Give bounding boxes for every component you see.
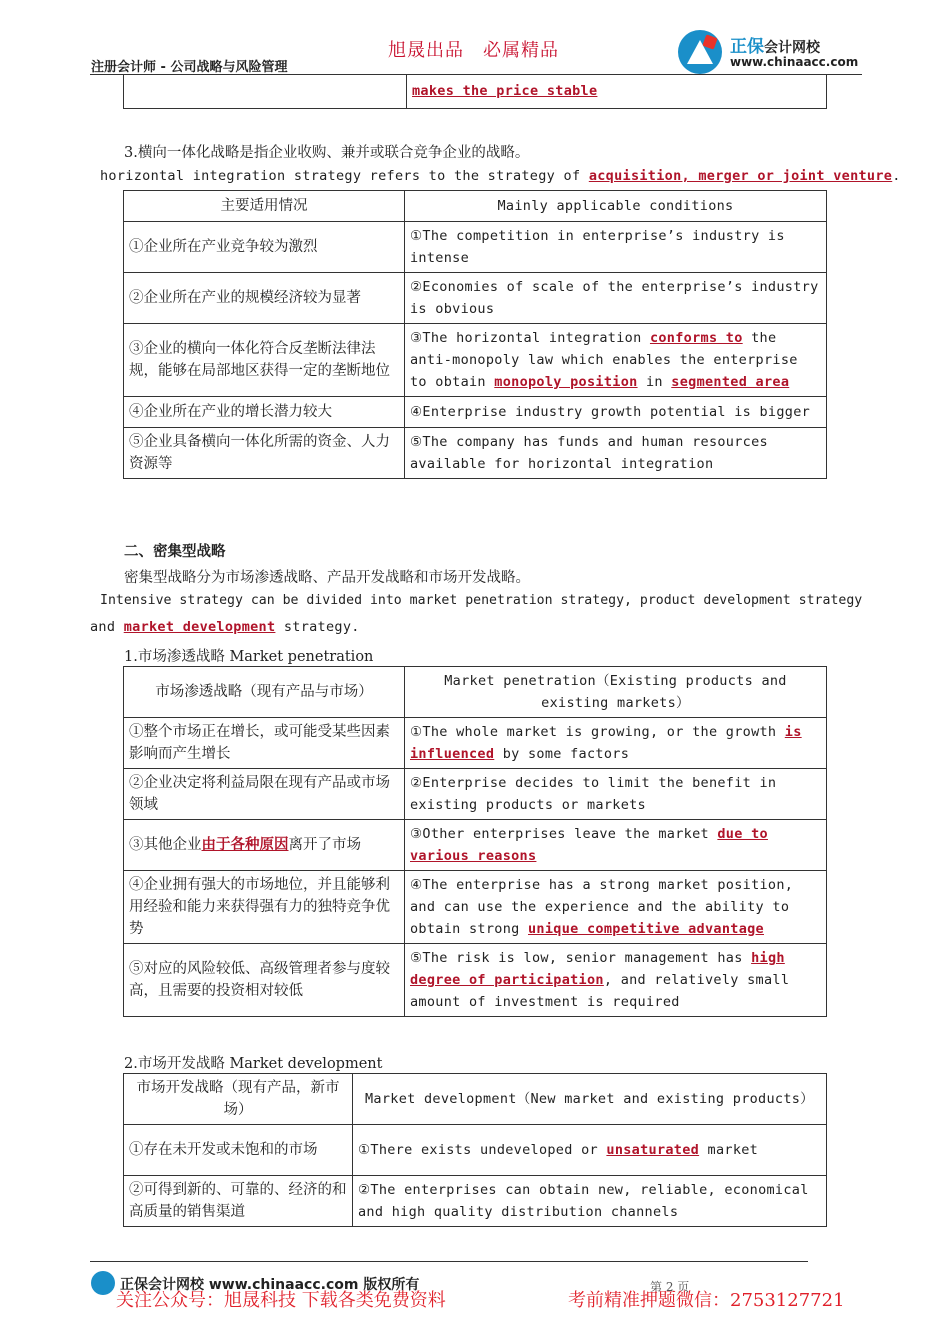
footer-promo-right: 考前精准押题微信：2753127721 [568, 1290, 845, 1311]
table-row: ③其他企业由于各种原因离开了市场 ③Other enterprises leave the market due to various reasons [124, 820, 827, 871]
intensive-intro-cn: 密集型战略分为市场渗透战略、产品开发战略和市场开发战略。 [124, 570, 530, 586]
table-row: ①企业所在产业竞争较为激烈 ①The competition in enterprise’s industry is intense [124, 222, 827, 273]
intensive-intro-en-line1: Intensive strategy can be divided into market penetration strategy, product development strategy [100, 593, 863, 608]
table-row: ④企业所在产业的增长潜力较大 ④Enterprise industry growth potential is bigger [124, 397, 827, 428]
table-header-en: Market penetration（Existing products and existing markets） [405, 667, 827, 718]
footer-divider [90, 1261, 808, 1262]
table-header-cn: 市场渗透战略（现有产品与市场） [124, 667, 405, 718]
table-row: ②可得到新的、可靠的、经济的和高质量的销售渠道 ②The enterprises can obtain new, reliable, economical and high quality distribution channels [124, 1176, 827, 1227]
table-header-cn: 主要适用情况 [124, 191, 405, 222]
footer-logo-icon [91, 1271, 115, 1295]
table-row: ①整个市场正在增长，或可能受某些因素影响而产生增长 ①The whole market is growing, or the growth is influenced by some factors [124, 718, 827, 769]
footer-brand: 正保会计网校 www.chinaacc.com 版权所有 [120, 1277, 420, 1293]
section-3-title: 3.横向一体化战略是指企业收购、兼并或联合竞争企业的战略。 [124, 145, 530, 161]
table-header-row [124, 1074, 827, 1125]
page-number: 第 2 页 [650, 1280, 690, 1294]
table-row: ③企业的横向一体化符合反垄断法律法规，能够在局部地区获得一定的垄断地位 ③The horizontal integration conforms to the anti-monopoly law which enables the enterprise to obtain monopoly position in segmented area [124, 324, 827, 397]
table-row: ⑤对应的风险较低、高级管理者参与度较高，且需要的投资相对较低 ⑤The risk is low, senior management has high degree of participation, and relatively small amount of investment is required [124, 944, 827, 1017]
header-slogan: 旭晟出品 必属精品 [388, 40, 559, 61]
continued-table [123, 74, 827, 109]
table-row: ⑤企业具备横向一体化所需的资金、人力资源等 ⑤The company has funds and human resources available for horizontal integration [124, 428, 827, 479]
section-3-english: horizontal integration strategy refers to the strategy of acquisition, merger or joint venture. [100, 168, 901, 184]
footer-promo-left: 关注公众号：旭晟科技 下载各类免费资料 [116, 1290, 446, 1311]
table-row: ②企业所在产业的规模经济较为显著 ②Economies of scale of the enterprise’s industry is obvious [124, 273, 827, 324]
table-row: ①存在未开发或未饱和的市场 ①There exists undeveloped or unsaturated market [124, 1125, 827, 1176]
market-development-title: 2.市场开发战略 Market development [124, 1056, 383, 1072]
table-row: ④企业拥有强大的市场地位，并且能够利用经验和能力来获得强有力的独特竞争优势 ④The enterprise has a strong market position, and can use the experience and the ability to obtain strong unique competitive advantage [124, 871, 827, 944]
document-subject: 注册会计师 - 公司战略与风险管理 [91, 60, 288, 75]
table-row: ②企业决定将利益局限在现有产品或市场领域 ②Enterprise decides to limit the benefit in existing products or markets [124, 769, 827, 820]
table-header-row [124, 191, 827, 222]
table-header-en: Market development（New market and existing products） [353, 1074, 827, 1125]
logo-name: 正保会计网校 [730, 37, 820, 57]
market-penetration-table [123, 666, 827, 1017]
market-development-table [123, 1073, 827, 1227]
logo-url: www.chinaacc.com [730, 55, 859, 69]
table-header-cn: 市场开发战略（现有产品，新市场） [124, 1074, 353, 1125]
table-header-row [124, 667, 827, 718]
table-header-en: Mainly applicable conditions [405, 191, 827, 222]
brand-logo [678, 30, 868, 76]
table-cell: makes the price stable [407, 74, 827, 109]
intensive-intro-en-line2: and market development strategy. [90, 619, 360, 635]
section-heading: 二、密集型战略 [124, 543, 226, 560]
market-penetration-title: 1.市场渗透战略 Market penetration [124, 649, 374, 665]
logo-mark-icon [678, 30, 722, 74]
horizontal-integration-table [123, 190, 827, 479]
